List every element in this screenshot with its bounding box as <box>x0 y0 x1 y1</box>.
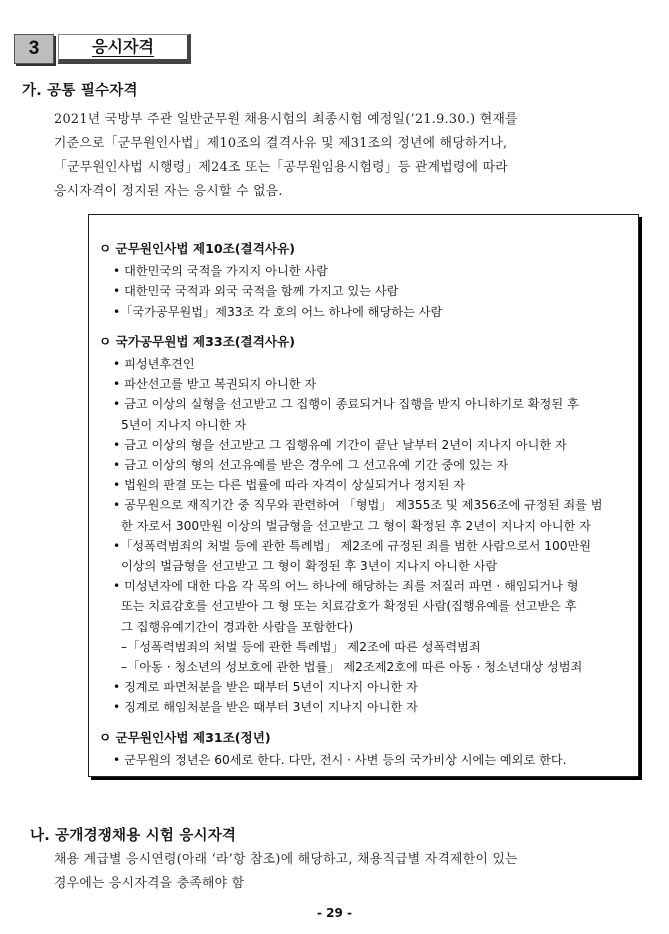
subsection-b-paragraph <box>54 848 614 896</box>
box-bullet-item: • 징계로 해임처분을 받은 때부터 3년이 지나지 아니한 자 <box>113 700 418 715</box>
box-bullet-item: • 대한민국 국적과 외국 국적을 함께 가지고 있는 사람 <box>113 284 399 299</box>
box-bullet-item: •「국가공무원법」제33조 각 호의 어느 하나에 해당하는 사람 <box>113 304 443 319</box>
box-item-continuation: 그 집행유예기간이 경과한 사람을 포함한다) <box>121 619 354 634</box>
paragraph-line: 경우에는 응시자격을 충족해야 함 <box>54 876 245 891</box>
section-number: 3 <box>14 34 54 64</box>
box-item-continuation: 5년이 지나지 아니한 자 <box>121 417 247 432</box>
box-item-continuation: 이상의 벌금형을 선고받고 그 형이 확정된 후 3년이 지나지 아니한 사람 <box>121 559 498 573</box>
paragraph-line: 2021년 국방부 주관 일반군무원 채용시험의 최종시험 예정일(’21.9.30.) 현재를 <box>54 112 518 127</box>
disqualification-box <box>88 214 639 777</box>
subsection-b-title: 나. 공개경쟁채용 시험 응시자격 <box>30 828 237 844</box>
box-bullet-item: • 금고 이상의 실형을 선고받고 그 집행이 종료되거나 집행을 받지 아니하기로 확정된 후 <box>113 397 579 412</box>
box-bullet-item: • 법원의 판결 또는 다른 법률에 따라 자격이 상실되거나 정지된 자 <box>113 478 466 493</box>
box-bullet-item: • 징계로 파면처분을 받은 때부터 5년이 지나지 아니한 자 <box>113 680 418 695</box>
box-bullet-item: • 대한민국의 국적을 가지지 아니한 사람 <box>113 264 328 279</box>
box-dash-item: –「아동 · 청소년의 성보호에 관한 법률」 제2조제2호에 따른 아동 · 청소년대상 성범죄 <box>121 660 583 674</box>
paragraph-line: 응시자격이 정지된 자는 응시할 수 없음. <box>54 184 283 199</box>
paragraph-line: 「군무원인사법 시행령」제24조 또는「공무원임용시험령」등 관계법령에 따라 <box>54 160 508 175</box>
box-bullet-item: •「성폭력범죄의 처벌 등에 관한 특례법」 제2조에 규정된 죄를 범한 사람으로서 100만원 <box>113 538 592 553</box>
page-number: - 29 - <box>316 906 352 920</box>
box-bullet-item: • 금고 이상의 형을 선고받고 그 집행유예 기간이 끝난 날부터 2년이 지나지 아니한 자 <box>113 437 567 452</box>
section-title: 응시자격 <box>92 36 154 56</box>
box-bullet-item: • 군무원의 정년은 60세로 한다. 다만, 전시 · 사변 등의 국가비상 시에는 예외로 한다. <box>113 752 567 767</box>
box-dash-item: –「성폭력범죄의 처벌 등에 관한 특례법」 제2조에 따른 성폭력범죄 <box>121 639 481 654</box>
section-header <box>14 34 189 64</box>
box-item-continuation: 한 자로서 300만원 이상의 벌금형을 선고받고 그 형이 확정된 후 2년이 지나지 아니한 자 <box>121 518 591 533</box>
box-bullet-item: • 파산선고를 받고 복권되지 아니한 자 <box>113 377 317 392</box>
box-bullet-item: • 미성년자에 대한 다음 각 목의 어느 하나에 해당하는 죄를 저질러 파면 · 해임되거나 형 <box>113 579 579 594</box>
subsection-a-title: 가. 공통 필수자격 <box>22 83 138 99</box>
box-item-continuation: 또는 치료감호를 선고받아 그 형 또는 치료감호가 확정된 사람(집행유예를 선고받은 후 <box>121 599 577 614</box>
paragraph-line: 채용 계급별 응시연령(아래 ‘라’항 참조)에 해당하고, 채용직급별 자격제한이 있는 <box>54 852 518 867</box>
box-bullet-item: • 피성년후견인 <box>113 357 195 371</box>
box-group-heading: ㅇ 군무원인사법 제10조(결격사유) <box>99 241 295 256</box>
section-title-box <box>58 34 191 64</box>
box-bullet-item: • 공무원으로 재직기간 중 직무와 관련하여 「형법」 제355조 및 제356조에 규정된 죄를 범 <box>113 498 603 513</box>
paragraph-line: 기준으로「군무원인사법」제10조의 결격사유 및 제31조의 정년에 해당하거나, <box>54 136 508 151</box>
box-bullet-item: • 금고 이상의 형의 선고유예를 받은 경우에 그 선고유예 기간 중에 있는 자 <box>113 458 509 472</box>
box-group-heading: ㅇ 국가공무원법 제33조(결격사유) <box>99 333 295 349</box>
box-group-heading: ㅇ 군무원인사법 제31조(정년) <box>99 729 271 745</box>
subsection-a-paragraph <box>54 108 614 204</box>
